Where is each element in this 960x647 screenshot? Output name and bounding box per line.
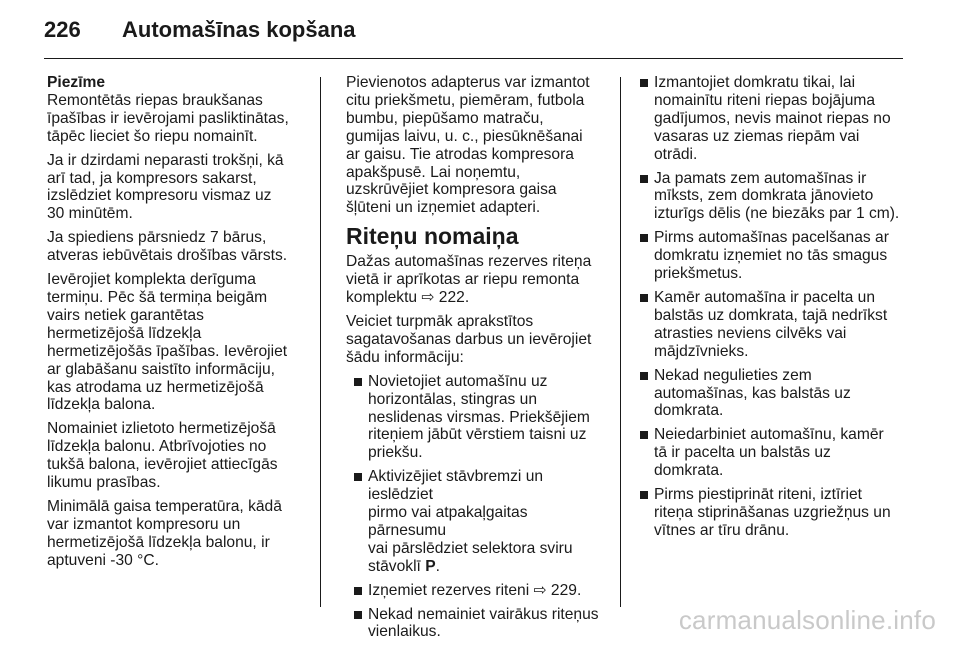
list-item-text: Aktivizējiet stāvbremzi un ieslēdziet pirmo vai atpakaļgaitas pārnesumu vai pārslēdziet selektora sviru stāvoklī P. xyxy=(368,468,573,575)
list-item: Neiedarbiniet automašīnu, kamēr tā ir pacelta un balstās uz domkrata. xyxy=(637,426,905,480)
list-item: Nekad negulieties zem automašīnas, kas balstās uz domkrata. xyxy=(637,367,905,421)
section-title: Riteņu nomaiņa xyxy=(346,223,519,250)
page-title: Automašīnas kopšana xyxy=(122,17,356,42)
bullet-list xyxy=(637,74,905,540)
list-item: Novietojiet automašīnu uz horizontālas, stingras un neslidenas virsmas. Priekšējiem riteņiem jābūt vērstiem taisni uz priekšu. xyxy=(351,373,608,463)
list-item: Izņemiet rezerves riteni ⇨ 229. xyxy=(351,582,608,600)
column-divider xyxy=(320,77,321,607)
bullet-list xyxy=(346,373,608,642)
note-title: Piezīme xyxy=(47,74,106,91)
list-item: Nekad nemainiet vairākus riteņus vienlaikus. xyxy=(351,606,608,642)
paragraph: Nomainiet izlietoto hermetizējošā līdzekļa balonu. Atbrīvojoties no tukšā balona, ievērojiet attiecīgās likumu prasības. xyxy=(47,420,278,492)
paragraph: Ja ir dzirdami neparasti trokšņi, kā arī tad, ja kompresors sakarst, izslēdziet kompresoru vismaz uz 30 minūtēm. xyxy=(47,151,284,223)
list-item: Pirms piestiprināt riteni, iztīriet riteņa stiprināšanas uzgriežņus un vītnes ar tīru drānu. xyxy=(637,486,905,540)
paragraph: Pievienotos adapterus var izmantot citu priekšmetu, piemēram, futbola bumbu, piepūšamo matraču, gumijas laivu, u. c., piesūknēšanai ar gaisu. Tie atrodas kompresora apakšpusē. Lai noņemtu, uzskrūvējiet kompresora gaisa šļūteni un izņemiet adapteri. xyxy=(346,74,590,217)
column-2 xyxy=(346,74,608,647)
watermark: carmanualsonline.info xyxy=(678,605,936,635)
list-item: Izmantojiet domkratu tikai, lai nomainītu riteni riepas bojājuma gadījumos, nevis mainot riepas no vasaras uz ziemas riepām vai otrādi. xyxy=(637,74,905,164)
page-number: 226 xyxy=(44,17,81,42)
header-divider xyxy=(44,58,903,59)
paragraph: Dažas automašīnas rezerves riteņa vietā ir aprīkotas ar riepu remonta komplektu ⇨ 222. xyxy=(346,253,592,307)
gear-position-label: P xyxy=(425,557,436,575)
column-1 xyxy=(47,74,309,576)
column-3 xyxy=(637,74,905,546)
column-divider xyxy=(620,77,621,607)
paragraph: Ievērojiet komplekta derīguma termiņu. Pēc šā termiņa beigām vairs netiek garantētas hermetizējošā līdzekļa hermetizējošās īpašības. Ievērojiet ar glabāšanu saistīto informāciju, kas atrodama uz hermetizējošā līdzekļa balona. xyxy=(47,271,288,414)
list-item: Kamēr automašīna ir pacelta un balstās uz domkrata, tajā nedrīkst atrasties neviens cilvēks vai mājdzīvnieks. xyxy=(637,289,905,361)
list-item: Ja pamats zem automašīnas ir mīksts, zem domkrata jānovieto izturīgs dēlis (ne biezāks par 1 cm). xyxy=(637,170,905,224)
paragraph: Ja spiediens pārsniedz 7 bārus, atveras iebūvētais drošības vārsts. xyxy=(47,229,288,265)
note-text: Remontētās riepas braukšanas īpašības ir ievērojami pasliktinātas, tāpēc lieciet šo riepu nomainīt. xyxy=(47,91,289,145)
list-item: Pirms automašīnas pacelšanas ar domkratu izņemiet no tās smagus priekšmetus. xyxy=(637,229,905,283)
list-item xyxy=(351,468,608,575)
page-header xyxy=(44,17,356,47)
paragraph: Veiciet turpmāk aprakstītos sagatavošanas darbus un ievērojiet šādu informāciju: xyxy=(346,312,592,366)
paragraph: Minimālā gaisa temperatūra, kādā var izmantot kompresoru un hermetizējošā līdzekļa balonu, ir aptuveni -30 °C. xyxy=(47,497,282,569)
